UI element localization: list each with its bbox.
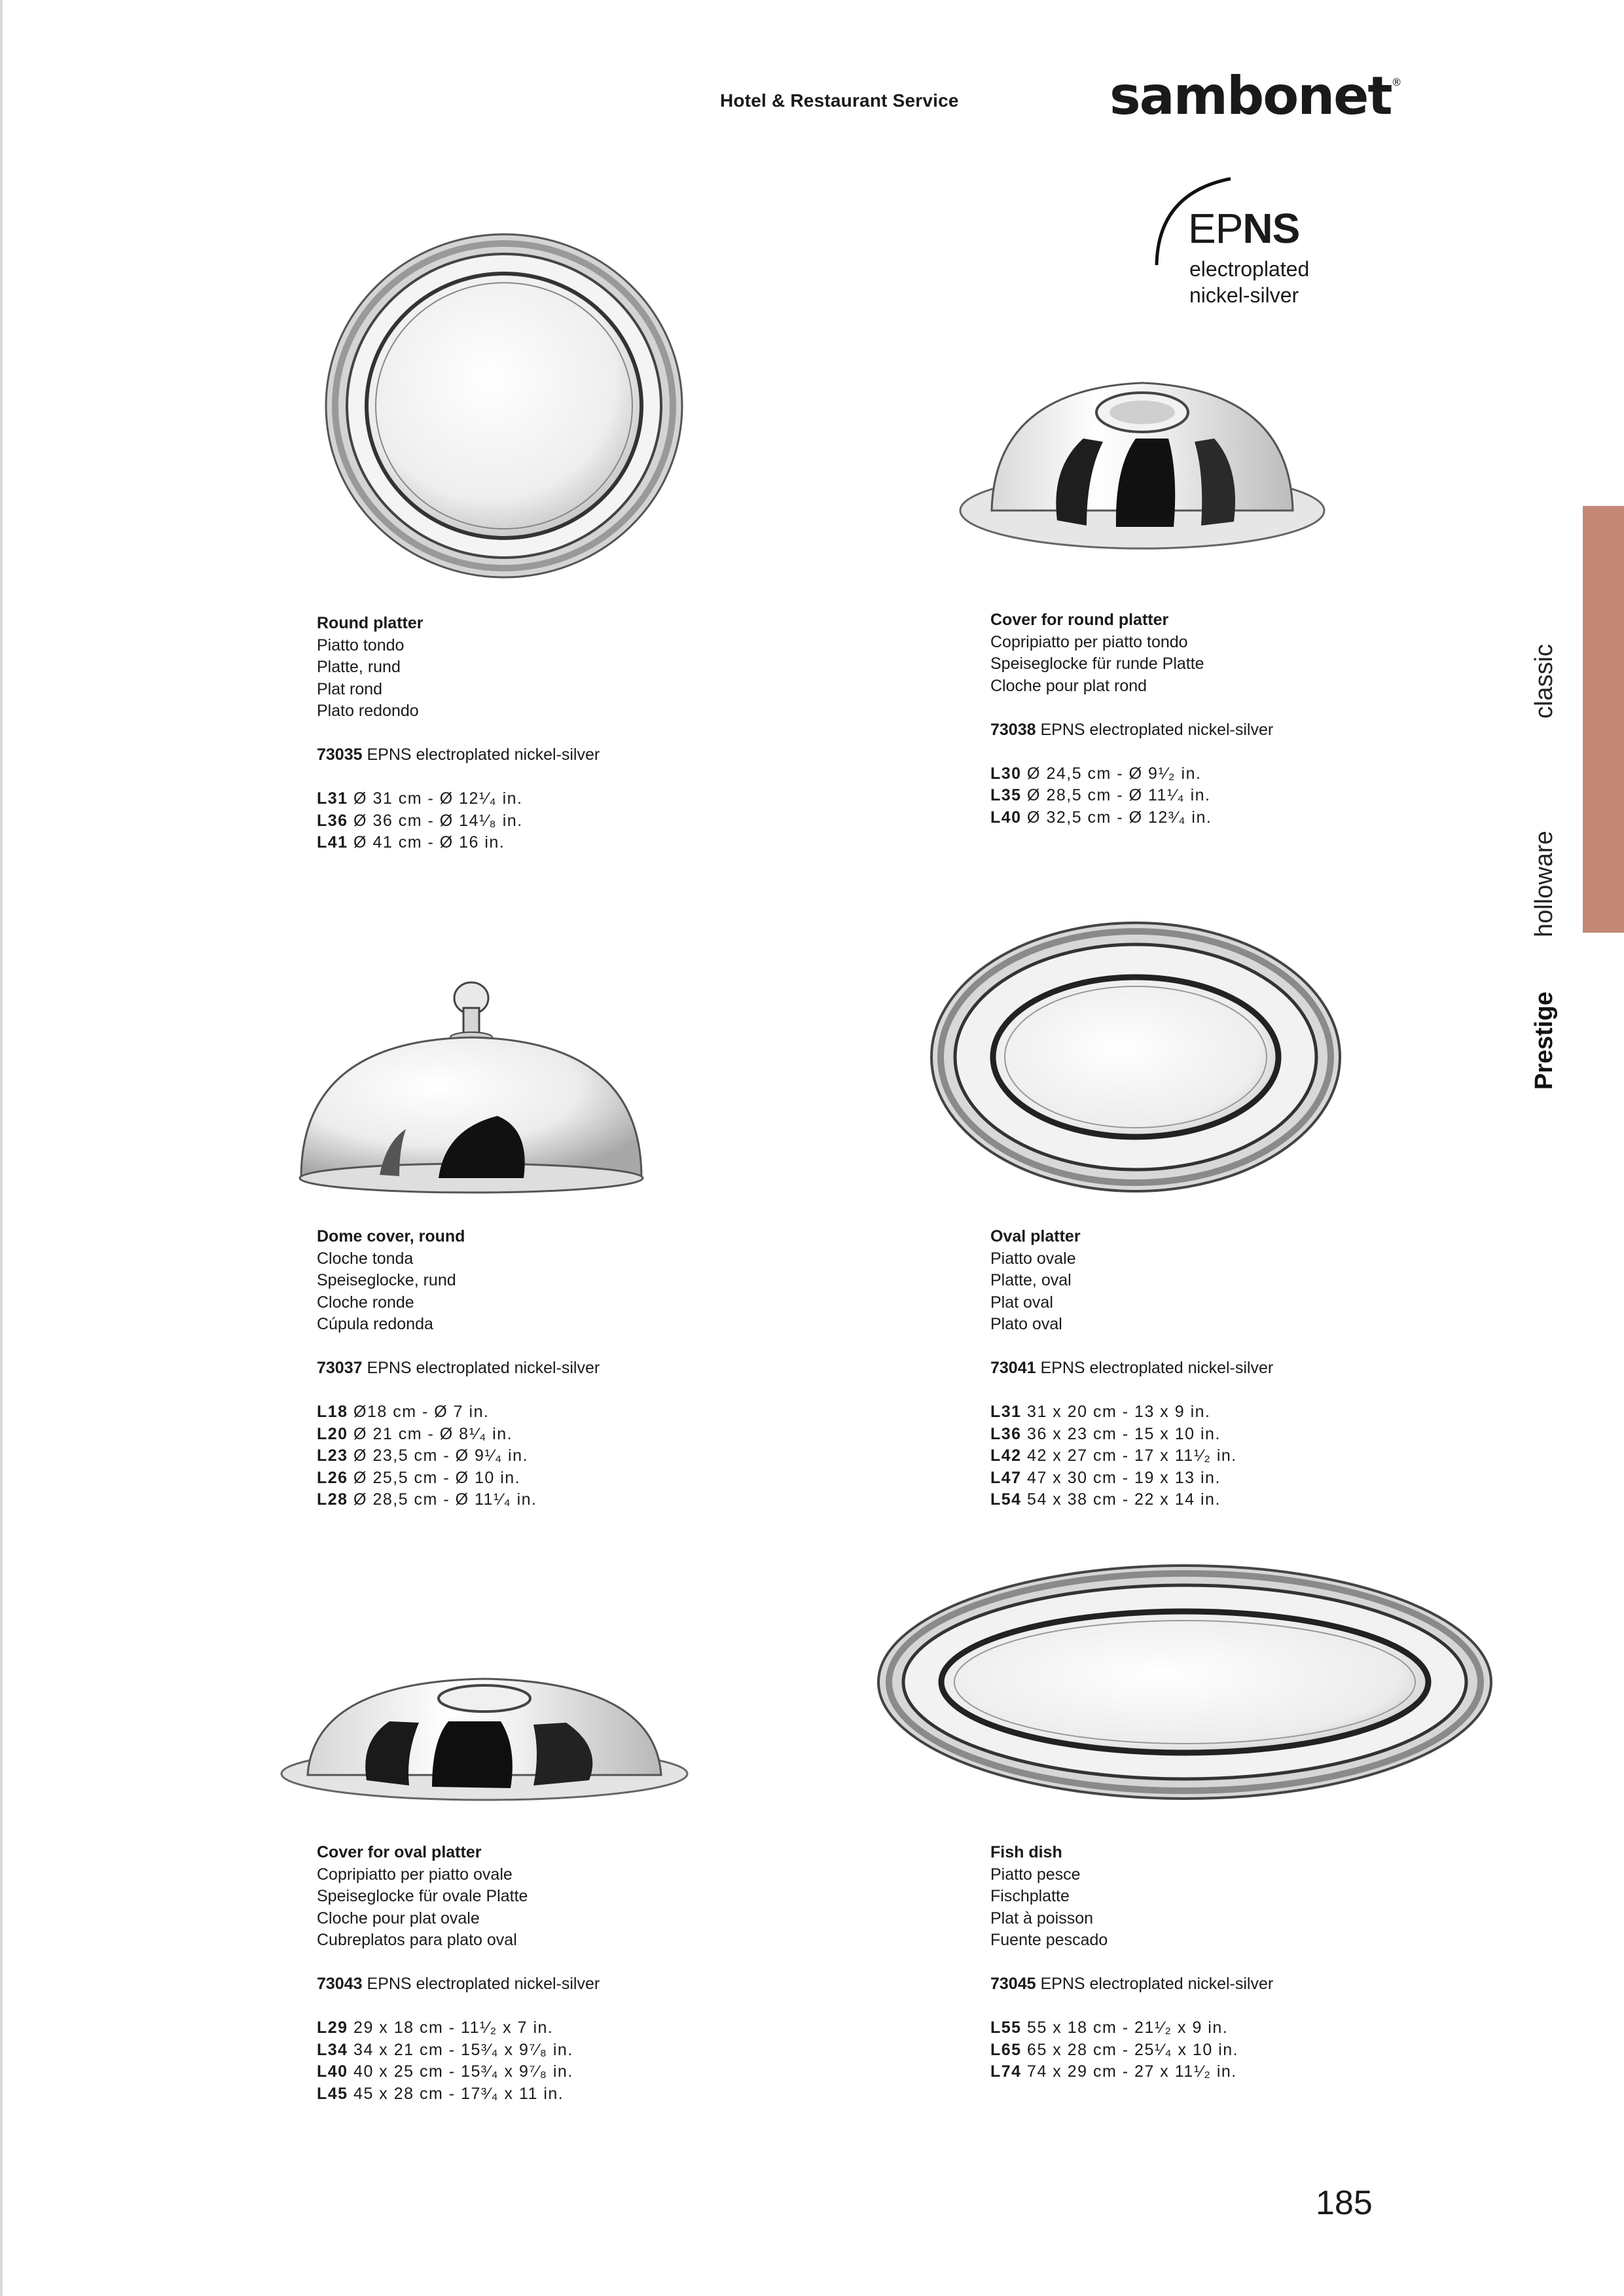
product-code-line — [990, 719, 1357, 742]
size-row: L47 47 x 30 cm - 19 x 13 in. — [990, 1468, 1221, 1487]
size-row: L36 36 x 23 cm - 15 x 10 in. — [990, 1424, 1221, 1443]
material: EPNS electroplated nickel-silver — [367, 745, 600, 764]
epns-code-light: EP — [1188, 205, 1243, 252]
product-code: 73038 — [990, 720, 1036, 739]
translation: Fuente pescado — [990, 1931, 1108, 1949]
epns-code-bold: NS — [1242, 205, 1300, 252]
material: EPNS electroplated nickel-silver — [367, 1975, 600, 1993]
translation: Plat rond — [317, 679, 383, 698]
product-code: 73043 — [317, 1975, 363, 1993]
size-row: L29 29 x 18 cm - 11¹⁄₂ x 7 in. — [317, 2018, 554, 2037]
translation: Copripiatto per piatto tondo — [990, 632, 1188, 651]
size-row: L40 Ø 32,5 cm - Ø 12³⁄₄ in. — [990, 808, 1212, 827]
product-name: Cover for round platter — [990, 611, 1169, 629]
round-platter-image — [308, 226, 700, 586]
material: EPNS electroplated nickel-silver — [367, 1359, 600, 1377]
epns-code — [1188, 205, 1300, 252]
size-row: L30 Ø 24,5 cm - Ø 9¹⁄₂ in. — [990, 764, 1202, 783]
translation: Plato redondo — [317, 702, 419, 720]
page-edge-rule — [0, 0, 3, 2296]
translation: Cloche pour plat ovale — [317, 1909, 480, 1928]
translation: Speiseglocke für ovale Platte — [317, 1887, 528, 1905]
translation: Piatto tondo — [317, 636, 405, 655]
material: EPNS electroplated nickel-silver — [1040, 1975, 1274, 1993]
product-dome-cover — [317, 1226, 683, 1511]
product-name: Cover for oval platter — [317, 1843, 482, 1861]
translation: Piatto pesce — [990, 1865, 1081, 1884]
product-name: Dome cover, round — [317, 1227, 465, 1246]
product-name: Round platter — [317, 614, 424, 632]
product-name: Fish dish — [990, 1843, 1062, 1861]
oval-cover-image — [275, 1662, 694, 1813]
size-row: L36 Ø 36 cm - Ø 14¹⁄₈ in. — [317, 811, 523, 830]
size-row: L74 74 x 29 cm - 27 x 11¹⁄₂ in. — [990, 2062, 1237, 2081]
product-code-line — [990, 1973, 1357, 1996]
brand-name: sambonet — [1110, 65, 1392, 126]
product-round-platter — [317, 613, 683, 854]
translation: Plat à poisson — [990, 1909, 1094, 1928]
translation: Cloche pour plat rond — [990, 676, 1147, 695]
size-row: L28 Ø 28,5 cm - Ø 11¹⁄₄ in. — [317, 1490, 537, 1509]
translation: Copripiatto per piatto ovale — [317, 1865, 513, 1884]
translation: Cúpula redonda — [317, 1315, 433, 1333]
translation: Plato oval — [990, 1315, 1062, 1333]
product-code-line — [990, 1357, 1357, 1380]
size-row: L54 54 x 38 cm - 22 x 14 in. — [990, 1490, 1221, 1509]
size-row: L26 Ø 25,5 cm - Ø 10 in. — [317, 1468, 521, 1487]
product-name: Oval platter — [990, 1227, 1081, 1246]
translation: Cubreplatos para plato oval — [317, 1931, 517, 1949]
translation: Cloche ronde — [317, 1293, 414, 1312]
product-code-line — [317, 744, 683, 766]
size-row: L34 34 x 21 cm - 15³⁄₄ x 9⁷⁄₈ in. — [317, 2040, 573, 2059]
translation: Cloche tonda — [317, 1249, 414, 1268]
round-cover-image — [952, 350, 1332, 566]
size-row: L45 45 x 28 cm - 17³⁄₄ x 11 in. — [317, 2084, 564, 2103]
product-code-line — [317, 1973, 683, 1996]
translation: Speiseglocke, rund — [317, 1271, 456, 1289]
size-row: L18 Ø18 cm - Ø 7 in. — [317, 1403, 490, 1421]
product-code-line — [317, 1357, 683, 1380]
size-row: L65 65 x 28 cm - 25¹⁄₄ x 10 in. — [990, 2040, 1239, 2059]
side-label-classic: classic — [1530, 643, 1558, 719]
epns-line-2: nickel-silver — [1189, 283, 1299, 307]
side-accent-bar — [1583, 506, 1624, 933]
product-fish-dish — [990, 1842, 1357, 2083]
brand-logo — [1110, 65, 1401, 126]
epns-badge — [1149, 167, 1358, 317]
product-oval-platter — [990, 1226, 1357, 1511]
size-row: L31 Ø 31 cm - Ø 12¹⁄₄ in. — [317, 789, 523, 808]
product-oval-cover — [317, 1842, 683, 2105]
translation: Plat oval — [990, 1293, 1053, 1312]
side-label-holloware: holloware — [1530, 831, 1558, 937]
product-round-cover — [990, 609, 1357, 829]
material: EPNS electroplated nickel-silver — [1040, 720, 1274, 739]
translation: Platte, oval — [990, 1271, 1072, 1289]
fish-dish-image — [871, 1558, 1499, 1806]
size-row: L35 Ø 28,5 cm - Ø 11¹⁄₄ in. — [990, 786, 1211, 804]
translation: Platte, rund — [317, 658, 401, 676]
product-code: 73037 — [317, 1359, 363, 1377]
page-number: 185 — [1316, 2184, 1373, 2222]
dome-cover-image — [288, 933, 655, 1201]
translation: Speiseglocke für runde Platte — [990, 655, 1204, 673]
size-row: L42 42 x 27 cm - 17 x 11¹⁄₂ in. — [990, 1446, 1237, 1465]
side-label-prestige: Prestige — [1530, 992, 1558, 1090]
size-row: L41 Ø 41 cm - Ø 16 in. — [317, 833, 505, 852]
size-row: L23 Ø 23,5 cm - Ø 9¹⁄₄ in. — [317, 1446, 528, 1465]
size-row: L55 55 x 18 cm - 21¹⁄₂ x 9 in. — [990, 2018, 1229, 2037]
product-code: 73041 — [990, 1359, 1036, 1377]
registered-mark: ® — [1391, 76, 1401, 88]
material: EPNS electroplated nickel-silver — [1040, 1359, 1274, 1377]
header-title: Hotel & Restaurant Service — [720, 90, 959, 111]
size-row: L20 Ø 21 cm - Ø 8¹⁄₄ in. — [317, 1424, 513, 1443]
product-code: 73045 — [990, 1975, 1036, 1993]
size-row: L31 31 x 20 cm - 13 x 9 in. — [990, 1403, 1211, 1421]
oval-platter-image — [923, 913, 1348, 1201]
translation: Fischplatte — [990, 1887, 1070, 1905]
size-row: L40 40 x 25 cm - 15³⁄₄ x 9⁷⁄₈ in. — [317, 2062, 573, 2081]
translation: Piatto ovale — [990, 1249, 1076, 1268]
product-code: 73035 — [317, 745, 363, 764]
epns-line-1: electroplated — [1189, 257, 1310, 281]
